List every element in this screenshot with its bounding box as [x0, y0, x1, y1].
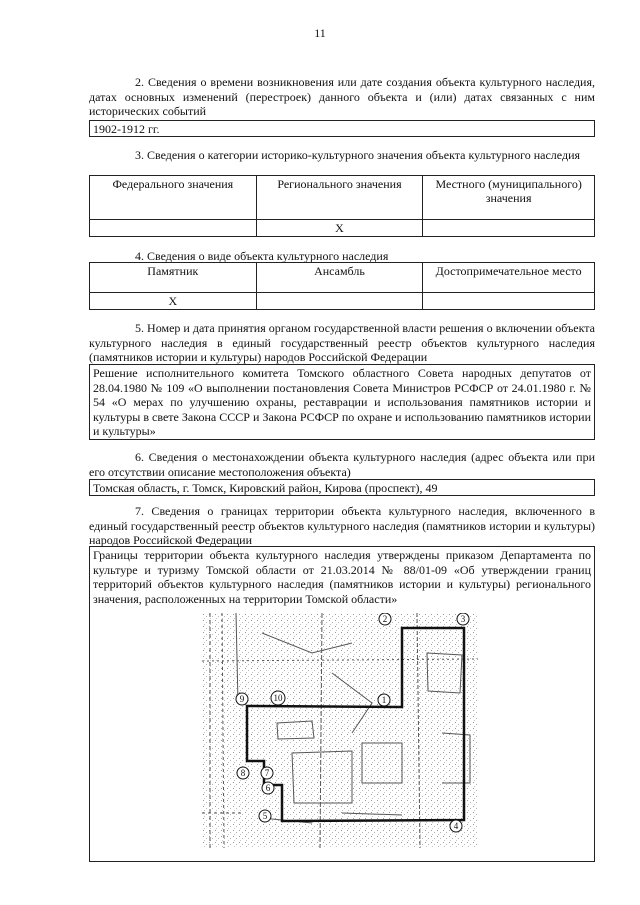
map-point-4 [450, 820, 462, 832]
svg-text:3: 3 [460, 614, 466, 624]
header-landmark: Достопримечательное место [423, 263, 595, 293]
map-point-1 [378, 694, 390, 706]
section-2-value: 1902-1912 гг. [89, 120, 595, 137]
map-point-10 [271, 691, 285, 705]
mark-federal [90, 220, 257, 237]
significance-table [89, 175, 595, 237]
svg-text:8: 8 [240, 768, 246, 778]
map-point-6 [262, 782, 274, 794]
section-2-heading: 2. Сведения о времени возникновения или дате создания объекта культурного наследия, датах основных изменений (перестроек) данного объекта и (или) датах связанных с ним исторических событий [89, 75, 595, 118]
mark-landmark [423, 293, 595, 310]
header-monument: Памятник [90, 263, 257, 293]
section-5-heading: 5. Номер и дата принятия органом государственной власти решения о включении объекта культурного наследия в единый государственный реестр объектов культурного наследия (памятников истории и культуры) народов Российской Федерации [89, 321, 595, 364]
mark-local [423, 220, 595, 237]
section-7-heading: 7. Сведения о границах территории объекта культурного наследия, включенного в единый государственный реестр объектов культурного наследия (памятников истории и культуры) народов Российской Федерации [89, 504, 595, 547]
page-number: 11 [314, 26, 326, 40]
map-point-3 [457, 613, 469, 625]
mark-regional: X [256, 220, 423, 237]
svg-text:2: 2 [382, 614, 388, 624]
header-regional: Регионального значения [256, 176, 423, 220]
header-local: Местного (муниципального) значения [423, 176, 595, 220]
svg-text:1: 1 [381, 695, 387, 705]
map-point-9 [236, 693, 248, 705]
svg-text:5: 5 [262, 811, 268, 821]
map-point-8 [237, 767, 249, 779]
section-5-value: Решение исполнительного комитета Томского областного Совета народных депутатов от 28.04.1980 № 109 «О выполнении постановления Совета Министров РСФСР от 24.01.1980 г. № 54 «О мерах по улучшению охраны, реставрации и использования памятников истории и культуры в свете Закона СССР и Закона РСФСР по охране и использованию памятников истории и культуры» [89, 364, 595, 440]
map-background [202, 613, 478, 848]
svg-text:6: 6 [265, 783, 271, 793]
boundary-map [202, 613, 478, 848]
mark-monument: X [90, 293, 257, 310]
map-point-7 [261, 767, 273, 779]
object-type-table [89, 262, 595, 310]
svg-text:4: 4 [453, 821, 459, 831]
header-ensemble: Ансамбль [256, 263, 423, 293]
svg-text:9: 9 [239, 694, 245, 704]
mark-ensemble [256, 293, 423, 310]
section-7-value: Границы территории объекта культурного наследия утверждены приказом Департамента по культуре и туризму Томской области от 21.03.2014 № 88/01-09 «Об утверждении границ территорий объектов культурного наследия (памятников истории и культуры) регионального значения, расположенных на территории Томской области» [93, 548, 591, 606]
svg-text:10: 10 [273, 693, 283, 703]
section-6-heading: 6. Сведения о местонахождении объекта культурного наследия (адрес объекта или при его отсутствии описание местоположения объекта) [89, 450, 595, 479]
header-federal: Федерального значения [90, 176, 257, 220]
map-point-2 [379, 613, 391, 625]
section-3-heading: 3. Сведения о категории историко-культурного значения объекта культурного наследия [135, 148, 581, 162]
map-point-5 [259, 810, 271, 822]
section-4-heading: 4. Сведения о виде объекта культурного наследия [135, 249, 389, 263]
svg-text:7: 7 [264, 768, 270, 778]
section-6-value: Томская область, г. Томск, Кировский район, Кирова (проспект), 49 [89, 479, 595, 496]
